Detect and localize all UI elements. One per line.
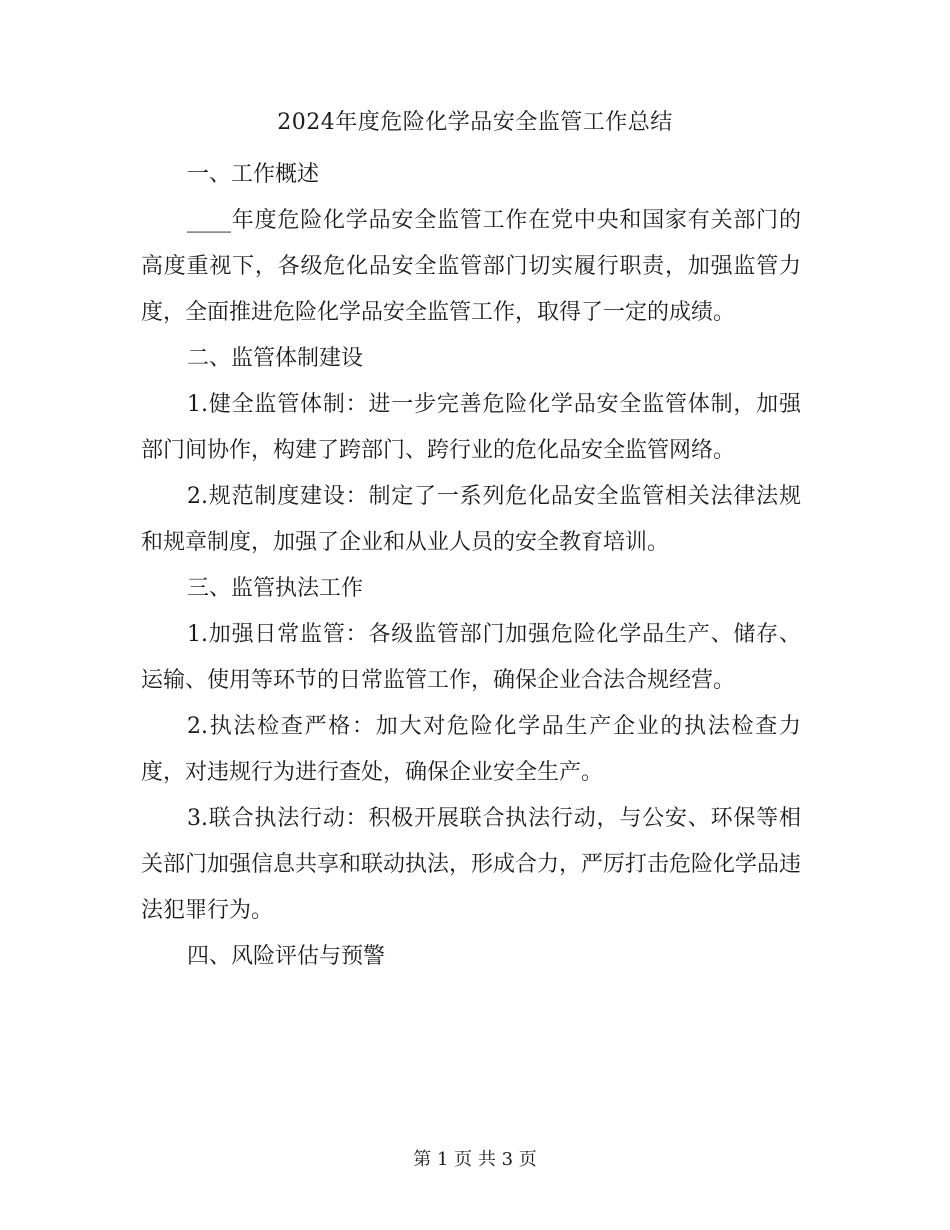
body-paragraph: 3.联合执法行动：积极开展联合执法行动，与公安、环保等相关部门加强信息共享和联动执法，形成合力，严厉打击危险化学品违法犯罪行为。 [141, 806, 802, 923]
body-paragraph: 1.健全监管体制：进一步完善危险化学品安全监管体制，加强部门间协作，构建了跨部门、跨行业的危化品安全监管网络。 [141, 392, 801, 463]
page-number-footer: 第 1 页 共 3 页 [413, 1149, 537, 1170]
body-paragraph: ____年度危险化学品安全监管工作在党中央和国家有关部门的高度重视下，各级危化品安全监管部门切实履行职责，加强监管力度，全面推进危险化学品安全监管工作，取得了一定的成绩。 [141, 208, 801, 325]
body-paragraph: 2.规范制度建设：制定了一系列危化品安全监管相关法律法规和规章制度，加强了企业和从业人员的安全教育培训。 [141, 484, 801, 555]
section-heading: 二、监管体制建设 [187, 346, 364, 371]
section-heading: 三、监管执法工作 [187, 576, 364, 601]
body-paragraph: 2.执法检查严格：加大对危险化学品生产企业的执法检查力度，对违规行为进行查处，确保企业安全生产。 [141, 714, 801, 785]
section-heading: 四、风险评估与预警 [187, 944, 386, 969]
document-body [141, 152, 801, 980]
body-paragraph: 1.加强日常监管：各级监管部门加强危险化学品生产、储存、运输、使用等环节的日常监管工作，确保企业合法合规经营。 [141, 622, 801, 693]
document-title: 2024年度危险化学品安全监管工作总结 [277, 110, 673, 135]
section-heading: 一、工作概述 [187, 162, 320, 187]
